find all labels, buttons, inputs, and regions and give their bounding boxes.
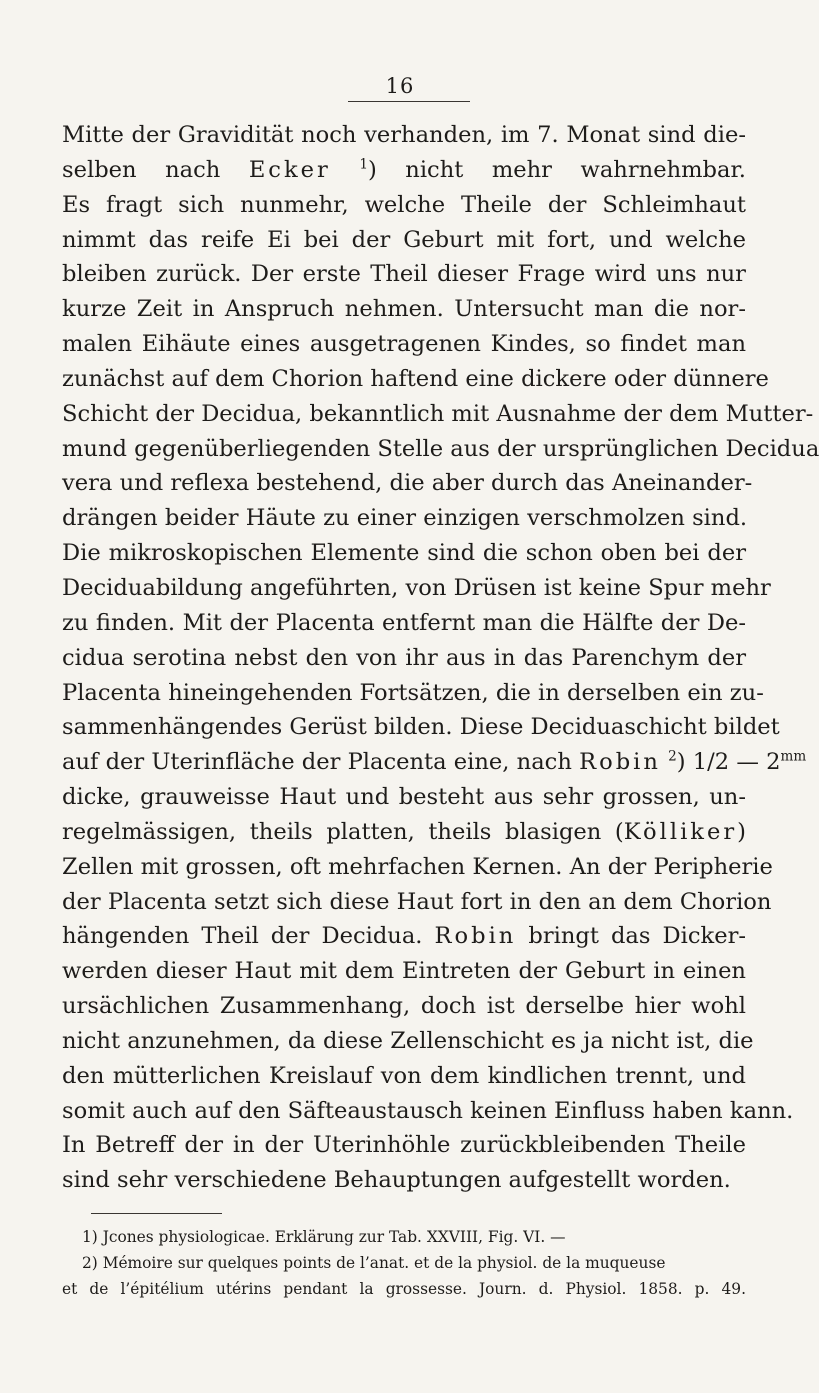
text-line: sind sehr verschiedene Behauptungen aufgestellt worden. <box>62 1167 731 1194</box>
text-line: Schicht der Decidua, bekanntlich mit Ausnahme der dem Mutter- <box>62 400 814 427</box>
footnotes <box>62 1224 746 1302</box>
text-line: sammenhängendes Gerüst bilden. Diese Deciduaschicht bildet <box>62 714 780 741</box>
footnote-1: 1) Jcones physiologicae. Erklärung zur Tab. XXVIII, Fig. VI. — <box>82 1228 566 1246</box>
footnote-ref-1: 1 <box>359 156 368 173</box>
footnote-2: 2) Mémoire sur quelques points de l’anat. et de la physiol. de la muqueuse <box>82 1254 666 1272</box>
text-line: werden dieser Haut mit dem Eintreten der Geburt in einen <box>62 958 746 985</box>
text-line: Placenta hineingehenden Fortsätzen, die in derselben ein zu- <box>62 679 764 706</box>
header-rule <box>348 101 470 102</box>
text-line: zunächst auf dem Chorion haftend eine dickere oder dünnere <box>62 365 769 392</box>
text-line: Mitte der Gravidität noch verhanden, im 7. Monat sind die- <box>62 122 746 148</box>
author-name-robin: Robin <box>579 749 661 776</box>
text-line: malen Eihäute eines ausgetragenen Kindes, so findet man <box>62 331 746 358</box>
page-number: 16 <box>385 74 415 98</box>
text-line: cidua serotina nebst den von ihr aus in das Parenchym der <box>62 644 746 671</box>
text-line: Die mikroskopischen Elemente sind die schon oben bei der <box>62 540 746 567</box>
text-line: drängen beider Häute zu einer einzigen verschmolzen sind. <box>62 505 748 532</box>
text-line: nimmt das reife Ei bei der Geburt mit fort, und welche <box>62 226 746 253</box>
text-line: kurze Zeit in Anspruch nehmen. Untersucht man die nor- <box>62 296 746 323</box>
text-line: selben nach Ecker $^1$) nicht mehr wahrnehmbar. <box>62 156 746 183</box>
body-text <box>62 118 819 1198</box>
text-line: den mütterlichen Kreislauf von dem kindlichen trennt, und <box>62 1062 746 1089</box>
footnote-2-continued: et de l’épitélium utérins pendant la grossesse. Journ. d. Physiol. 1858. p. 49. <box>62 1280 746 1298</box>
text-line: dicke, grauweisse Haut und besteht aus sehr grossen, un- <box>62 784 746 811</box>
measure-unit: mm <box>780 748 807 765</box>
text-line: bleiben zurück. Der erste Theil dieser Frage wird uns nur <box>62 261 746 288</box>
author-name-ecker: Ecker <box>248 156 331 183</box>
text-line: ursächlichen Zusammenhang, doch ist derselbe hier wohl <box>62 993 746 1020</box>
text-line: regelmässigen, theils platten, theils blasigen (Kölliker) <box>62 818 746 845</box>
text-line: vera und reflexa bestehend, die aber durch das Aneinander- <box>62 470 753 497</box>
text-line: mund gegenüberliegenden Stelle aus der ursprünglichen Decidua <box>62 435 819 462</box>
text-line: Zellen mit grossen, oft mehrfachen Kernen. An der Peripherie <box>62 853 773 880</box>
text-line: somit auch auf den Säfteaustausch keinen Einfluss haben kann. <box>62 1097 794 1124</box>
text-line: zu finden. Mit der Placenta entfernt man die Hälfte der De- <box>62 609 746 636</box>
text-line: Deciduabildung angeführten, von Drüsen ist keine Spur mehr <box>62 574 771 601</box>
text-line: In Betreff der in der Uterinhöhle zurückbleibenden Theile <box>62 1132 746 1159</box>
measure-fraction: 1/2 <box>692 749 730 776</box>
text-line: Es fragt sich nunmehr, welche Theile der Schleimhaut <box>62 191 746 218</box>
text-line: auf der Uterinfläche der Placenta eine, nach Robin $^2$) 1/2 — $2^{mm}$ <box>62 748 807 776</box>
author-name-robin-2: Robin <box>434 923 517 950</box>
author-name-koelliker: Kölliker <box>623 818 738 845</box>
text-line: der Placenta setzt sich diese Haut fort in den an dem Chorion <box>62 888 772 915</box>
text-line: hängenden Theil der Decidua. Robin bringt das Dicker- <box>62 923 746 950</box>
footnote-ref-2: 2 <box>668 748 677 765</box>
footnote-rule <box>91 1213 222 1214</box>
text-line: nicht anzunehmen, da diese Zellenschicht es ja nicht ist, die <box>62 1027 754 1054</box>
